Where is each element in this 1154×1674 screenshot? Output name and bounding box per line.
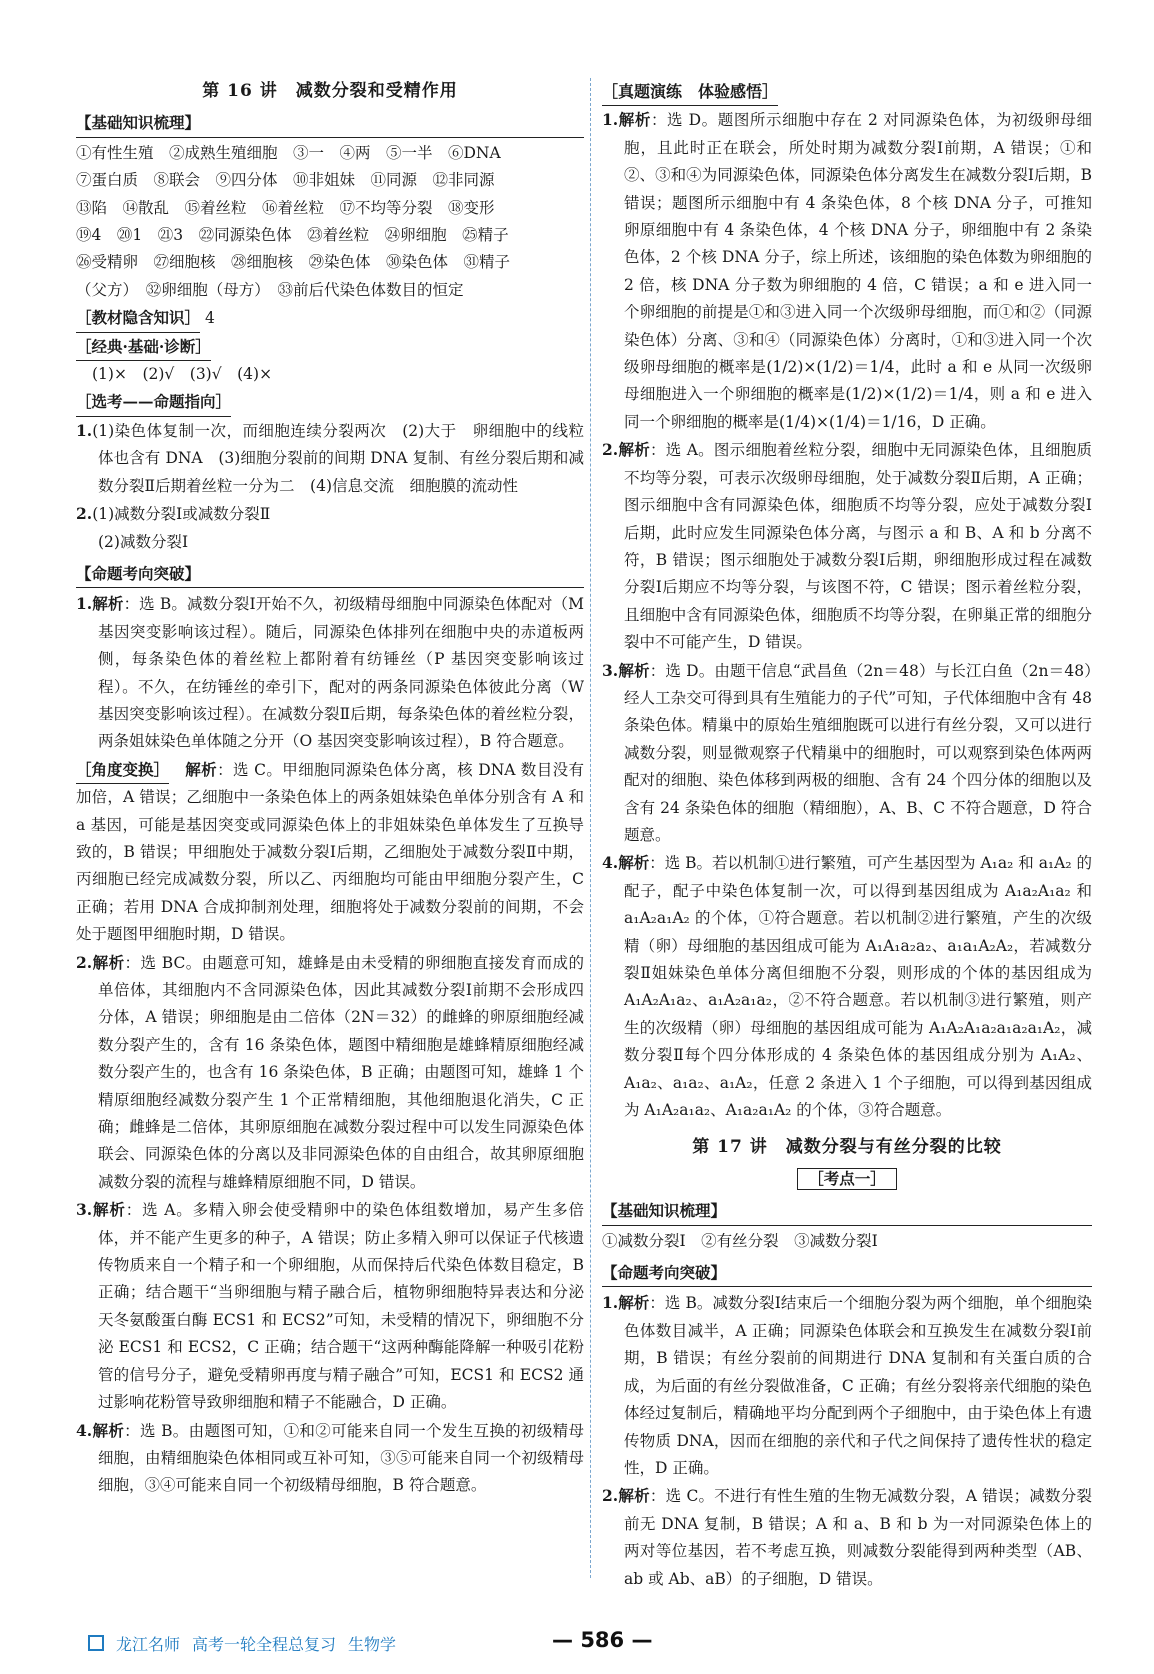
subject-name: 生物学 xyxy=(348,1635,397,1654)
direction-heading-17: 【命题考向突破】 xyxy=(602,1259,1092,1287)
analysis-item: 1.解析：选 D。题图所示细胞中存在 2 对同源染色体，为初级卵母细胞，且此时正在联会，所处时期为减数分裂Ⅰ前期，A 错误；①和②、③和④为同源染色体，同源染色体分离发生在减数分裂Ⅰ后期，B 错误；题图所示细胞中有 4 条染色体，8 个核 DNA 分子，可推知卵原细胞中有 4 条染色体，4 个核 DNA 分子，卵细胞中有 2 条染色体，2 个核 DNA 分子，综上所述，该细胞的染色体数为卵细胞的 2 倍，核 DNA 分子数为卵细胞的 4 倍，C 错误；a 和 e 进入同一个卵细胞的前提是①和③进入同一个次级卵母细胞，而①和②（同源染色体）分离、③和④（同源染色体）分离时，①和③进入同一个次级卵母细胞的概率是(1/2)×(1/2)＝1/4，此时 a 和 e 从同一次级卵母细胞进入一个卵细胞的概率是(1/2)×(1/2)＝1/4，则 a 和 e 进入同一个卵细胞的概率是(1/4)×(1/4)＝1/16，D 正确。 xyxy=(602,110,1092,431)
elective-item: (2)减数分裂Ⅰ xyxy=(98,532,189,551)
direction-heading: 【命题考向突破】 xyxy=(76,560,584,588)
analysis-item: 4.解析：选 B。若以机制①进行繁殖，可产生基因型为 A₁a₂ 和 a₁A₂ 的配子，配子中染色体复制一次，可以得到基因组成为 A₁a₂A₁a₂ 和 a₁A₂a₁A₂ 的个体，①符合题意。若以机制②进行繁殖，产生的次级精（卵）母细胞的基因组成可能为 A₁A₁a₂a₂、a₁a₁A₂A₂，若减数分裂Ⅱ姐妹染色单体分离但细胞不分裂，则形成的个体的基因组成为 A₁A₂A₁a₂、a₁A₂a₁a₂，②不符合题意。若以机制③进行繁殖，则产生的次级精（卵）母细胞的基因组成可能为 A₁A₂A₁a₂a₁a₂a₁A₂，减数分裂Ⅱ每个四分体形成的 4 条染色体的基因组成分别为 A₁A₂、A₁a₂、a₁a₂、a₁A₂，任意 2 条进入 1 个子细胞，可以得到基因组成为 A₁A₂a₁a₂、A₁a₂a₁A₂ 的个体，③符合题意。 xyxy=(602,853,1092,1120)
hidden-knowledge xyxy=(76,304,584,332)
analysis-item: 3.解析：选 D。由题干信息“武昌鱼（2n＝48）与长江白鱼（2n＝48）经人工杂交可得到具有生殖能力的子代”可知，子代体细胞中含有 48 条染色体。精巢中的原始生殖细胞既可以进行有丝分裂，又可以进行减数分裂，则显微观察子代精巢中的细胞时，可以观察到染色体两两配对的细胞、染色体移到两极的细胞、含有 24 个四分体的细胞以及含有 24 条染色体的细胞（精细胞），A、B、C 不符合题意，D 符合题意。 xyxy=(602,660,1092,844)
answer-line: ⑦蛋白质 ⑧联会 ⑨四分体 ⑩非姐妹 ⑪同源 ⑫非同源 xyxy=(76,171,495,190)
right-column xyxy=(602,78,1092,1593)
hidden-knowledge-value: 4 xyxy=(204,309,215,328)
basic-knowledge-heading: 【基础知识梳理】 xyxy=(76,109,584,137)
answer-line: ⑲4 ⑳1 ㉑3 ㉒同源染色体 ㉓着丝粒 ㉔卵细胞 ㉕精子 xyxy=(76,226,509,245)
analysis-item: 2.解析：选 C。不进行有性生殖的生物无减数分裂，A 错误；减数分裂前无 DNA 复制，B 错误；A 和 a、B 和 b 为一对同源染色体上的两对等位基因，若不考虑互换，则减数分裂能得到两种类型（AB、ab 或 Ab、aB）的子细胞，D 错误。 xyxy=(602,1486,1092,1588)
answer-line: ①有性生殖 ②成熟生殖细胞 ③一 ④两 ⑤一半 ⑥DNA xyxy=(76,143,501,162)
analysis-item: 2.解析：选 BC。由题意可知，雄蜂是由未受精的卵细胞直接发育而成的单倍体，其细胞内不含同源染色体，因此其减数分裂Ⅰ前期不会形成四分体，A 错误；卵细胞是由二倍体（2N＝32）的雌蜂的卵原细胞经减数分裂产生的，含有 16 条染色体，题图中精细胞是雄蜂精原细胞经减数分裂产生的，也含有 16 条染色体，B 正确；由题图可知，雄蜂 1 个精原细胞经减数分裂产生 1 个正常精细胞，其他细胞退化消失，C 正确；雌蜂是二倍体，其卵原细胞在减数分裂过程中可以发生同源染色体联会、同源染色体的分离以及非同源染色体的自由组合，故其卵原细胞减数分裂的流程与雄蜂精原细胞不同，D 错误。 xyxy=(76,952,584,1191)
analysis-item: 4.解析：选 B。由题图可知，①和②可能来自同一个发生互换的初级精母细胞，由精细胞染色体相同或互补可知，③⑤可能来自同一个初级精母细胞，③④可能来自同一个初级精母细胞，B 符合题意。 xyxy=(76,1420,584,1495)
answer-line: ㉖受精卵 ㉗细胞核 ㉘细胞核 ㉙染色体 ㉚染色体 ㉛精子 xyxy=(76,253,511,272)
lesson-17-title: 第 17 讲 减数分裂与有丝分裂的比较 xyxy=(692,1137,1002,1158)
page-footer: 龙江名师 高考一轮全程总复习 生物学 — 586 — xyxy=(88,1632,1078,1655)
basic-knowledge-heading-17: 【基础知识梳理】 xyxy=(602,1197,1092,1225)
answer-line: ⑬陷 ⑭散乱 ⑮着丝粒 ⑯着丝粒 ⑰不均等分裂 ⑱变形 xyxy=(76,198,495,217)
answer-line: ①减数分裂Ⅰ ②有丝分裂 ③减数分裂Ⅰ xyxy=(602,1231,878,1250)
diagnosis-answers: (1)× (2)√ (3)√ (4)× xyxy=(92,365,273,384)
analysis-item: 2.解析：选 A。图示细胞着丝粒分裂，细胞中无同源染色体，且细胞质不均等分裂，可表示次级卵母细胞，处于减数分裂Ⅱ后期，A 正确；图示细胞中含有同源染色体，细胞质不均等分裂，应处于减数分裂Ⅰ后期，此时应发生同源染色体分离，与图示 a 和 B、A 和 b 分离不符，B 错误；图示细胞处于减数分裂Ⅰ后期，卵细胞形成过程在减数分裂Ⅰ后期应不均等分裂，与该图不符，C 错误；图示着丝粒分裂，且细胞中含有同源染色体，细胞质不均等分裂，在卵巢正常的细胞分裂中不可能产生，D 错误。 xyxy=(602,440,1092,652)
angle-change-label: ［角度变换］ xyxy=(76,756,169,784)
diagnosis-label: ［经典·基础·诊断］ xyxy=(76,333,211,361)
elective-label: ［选考——命题指向］ xyxy=(76,388,231,416)
analysis-item: 1.解析：选 B。减数分裂Ⅰ开始不久，初级精母细胞中同源染色体配对（M 基因突变影响该过程）。随后，同源染色体排列在细胞中央的赤道板两侧，每条染色体的着丝粒上都附着有纺锤丝（P 基因突变影响该过程）。不久，在纺锤丝的牵引下，配对的两条同源染色体彼此分离（W 基因突变影响该过程）。在减数分裂Ⅱ后期，每条染色体的着丝粒分裂，两条姐妹染色单体随之分开（O 基因突变影响该过程），B 符合题意。 xyxy=(76,594,584,751)
left-column xyxy=(76,78,584,1500)
elective-item: 1.(1)染色体复制一次，而细胞连续分裂两次 (2)大于 卵细胞中的线粒体也含有 DNA (3)细胞分裂前的间期 DNA 复制、有丝分裂后期和减数分裂Ⅱ后期着丝粒一分为二 (4)信息交流 细胞膜的流动性 xyxy=(76,420,584,495)
page-number: 586 xyxy=(580,1628,625,1652)
hidden-knowledge-label: ［教材隐含知识］ xyxy=(76,304,200,332)
book-title: 高考一轮全程总复习 xyxy=(192,1635,337,1654)
basic-knowledge-answers xyxy=(76,140,584,304)
real-exam-heading: ［真题演练 体验感悟］ xyxy=(602,78,778,106)
exam-point-tag: ［考点一］ xyxy=(797,1168,897,1190)
column-divider xyxy=(590,78,591,1578)
logo-icon xyxy=(88,1635,104,1651)
lesson-16-title: 第 16 讲 减数分裂和受精作用 xyxy=(202,81,458,101)
elective-item: 2.(1)减数分裂Ⅰ或减数分裂Ⅱ xyxy=(76,504,271,524)
analysis-item: 1.解析：选 B。减数分裂Ⅰ结束后一个细胞分裂为两个细胞，单个细胞染色体数目减半，A 正确；同源染色体联会和互换发生在减数分裂Ⅰ前期，B 错误；有丝分裂前的间期进行 DNA 复制和有关蛋白质的合成，为后面的有丝分裂做准备，C 正确；有丝分裂将亲代细胞的染色体经过复制后，精确地平均分配到两个子细胞中，由于染色体上有遗传物质 DNA，因而在细胞的亲代和子代之间保持了遗传性状的稳定性，D 正确。 xyxy=(602,1293,1092,1477)
analysis-item: 3.解析：选 A。多精入卵会使受精卵中的染色体组数增加，易产生多倍体，并不能产生更多的种子，A 错误；防止多精入卵可以保证子代核遗传物质来自一个精子和一个卵细胞，从而保持后代染色体数目稳定，B 正确；结合题干“当卵细胞与精子融合后，植物卵细胞特异表达和分泌天冬氨酸蛋白酶 ECS1 和 ECS2”可知，未受精的情况下，卵细胞不分泌 ECS1 和 ECS2，C 正确；结合题干“这两种酶能降解一种吸引花粉管的信号分子，避免受精卵再度与精子融合”可知，ECS1 和 ECS2 通过影响花粉管导致卵细胞和精子不能融合，D 正确。 xyxy=(76,1200,584,1412)
angle-change-item: ［角度变换］ 解析：选 C。甲细胞同源染色体分离，核 DNA 数目没有加倍，A 错误；乙细胞中一条染色体上的两条姐妹染色单体分别含有 A 和 a 基因，可能是基因突变或同源染色体上的非姐妹染色单体发生了互换导致的，B 错误；甲细胞处于减数分裂Ⅰ后期，乙细胞处于减数分裂Ⅱ中期，丙细胞已经完成减数分裂，所以乙、丙细胞均可能由甲细胞分裂产生，C 正确；若用 DNA 合成抑制剂处理，细胞将处于减数分裂前的间期，不会处于题图甲细胞时期，D 错误。 xyxy=(76,756,584,949)
answer-line: （父方） ㉜卵细胞（母方） ㉝前后代染色体数目的恒定 xyxy=(76,280,464,299)
brand-name: 龙江名师 xyxy=(116,1635,181,1654)
